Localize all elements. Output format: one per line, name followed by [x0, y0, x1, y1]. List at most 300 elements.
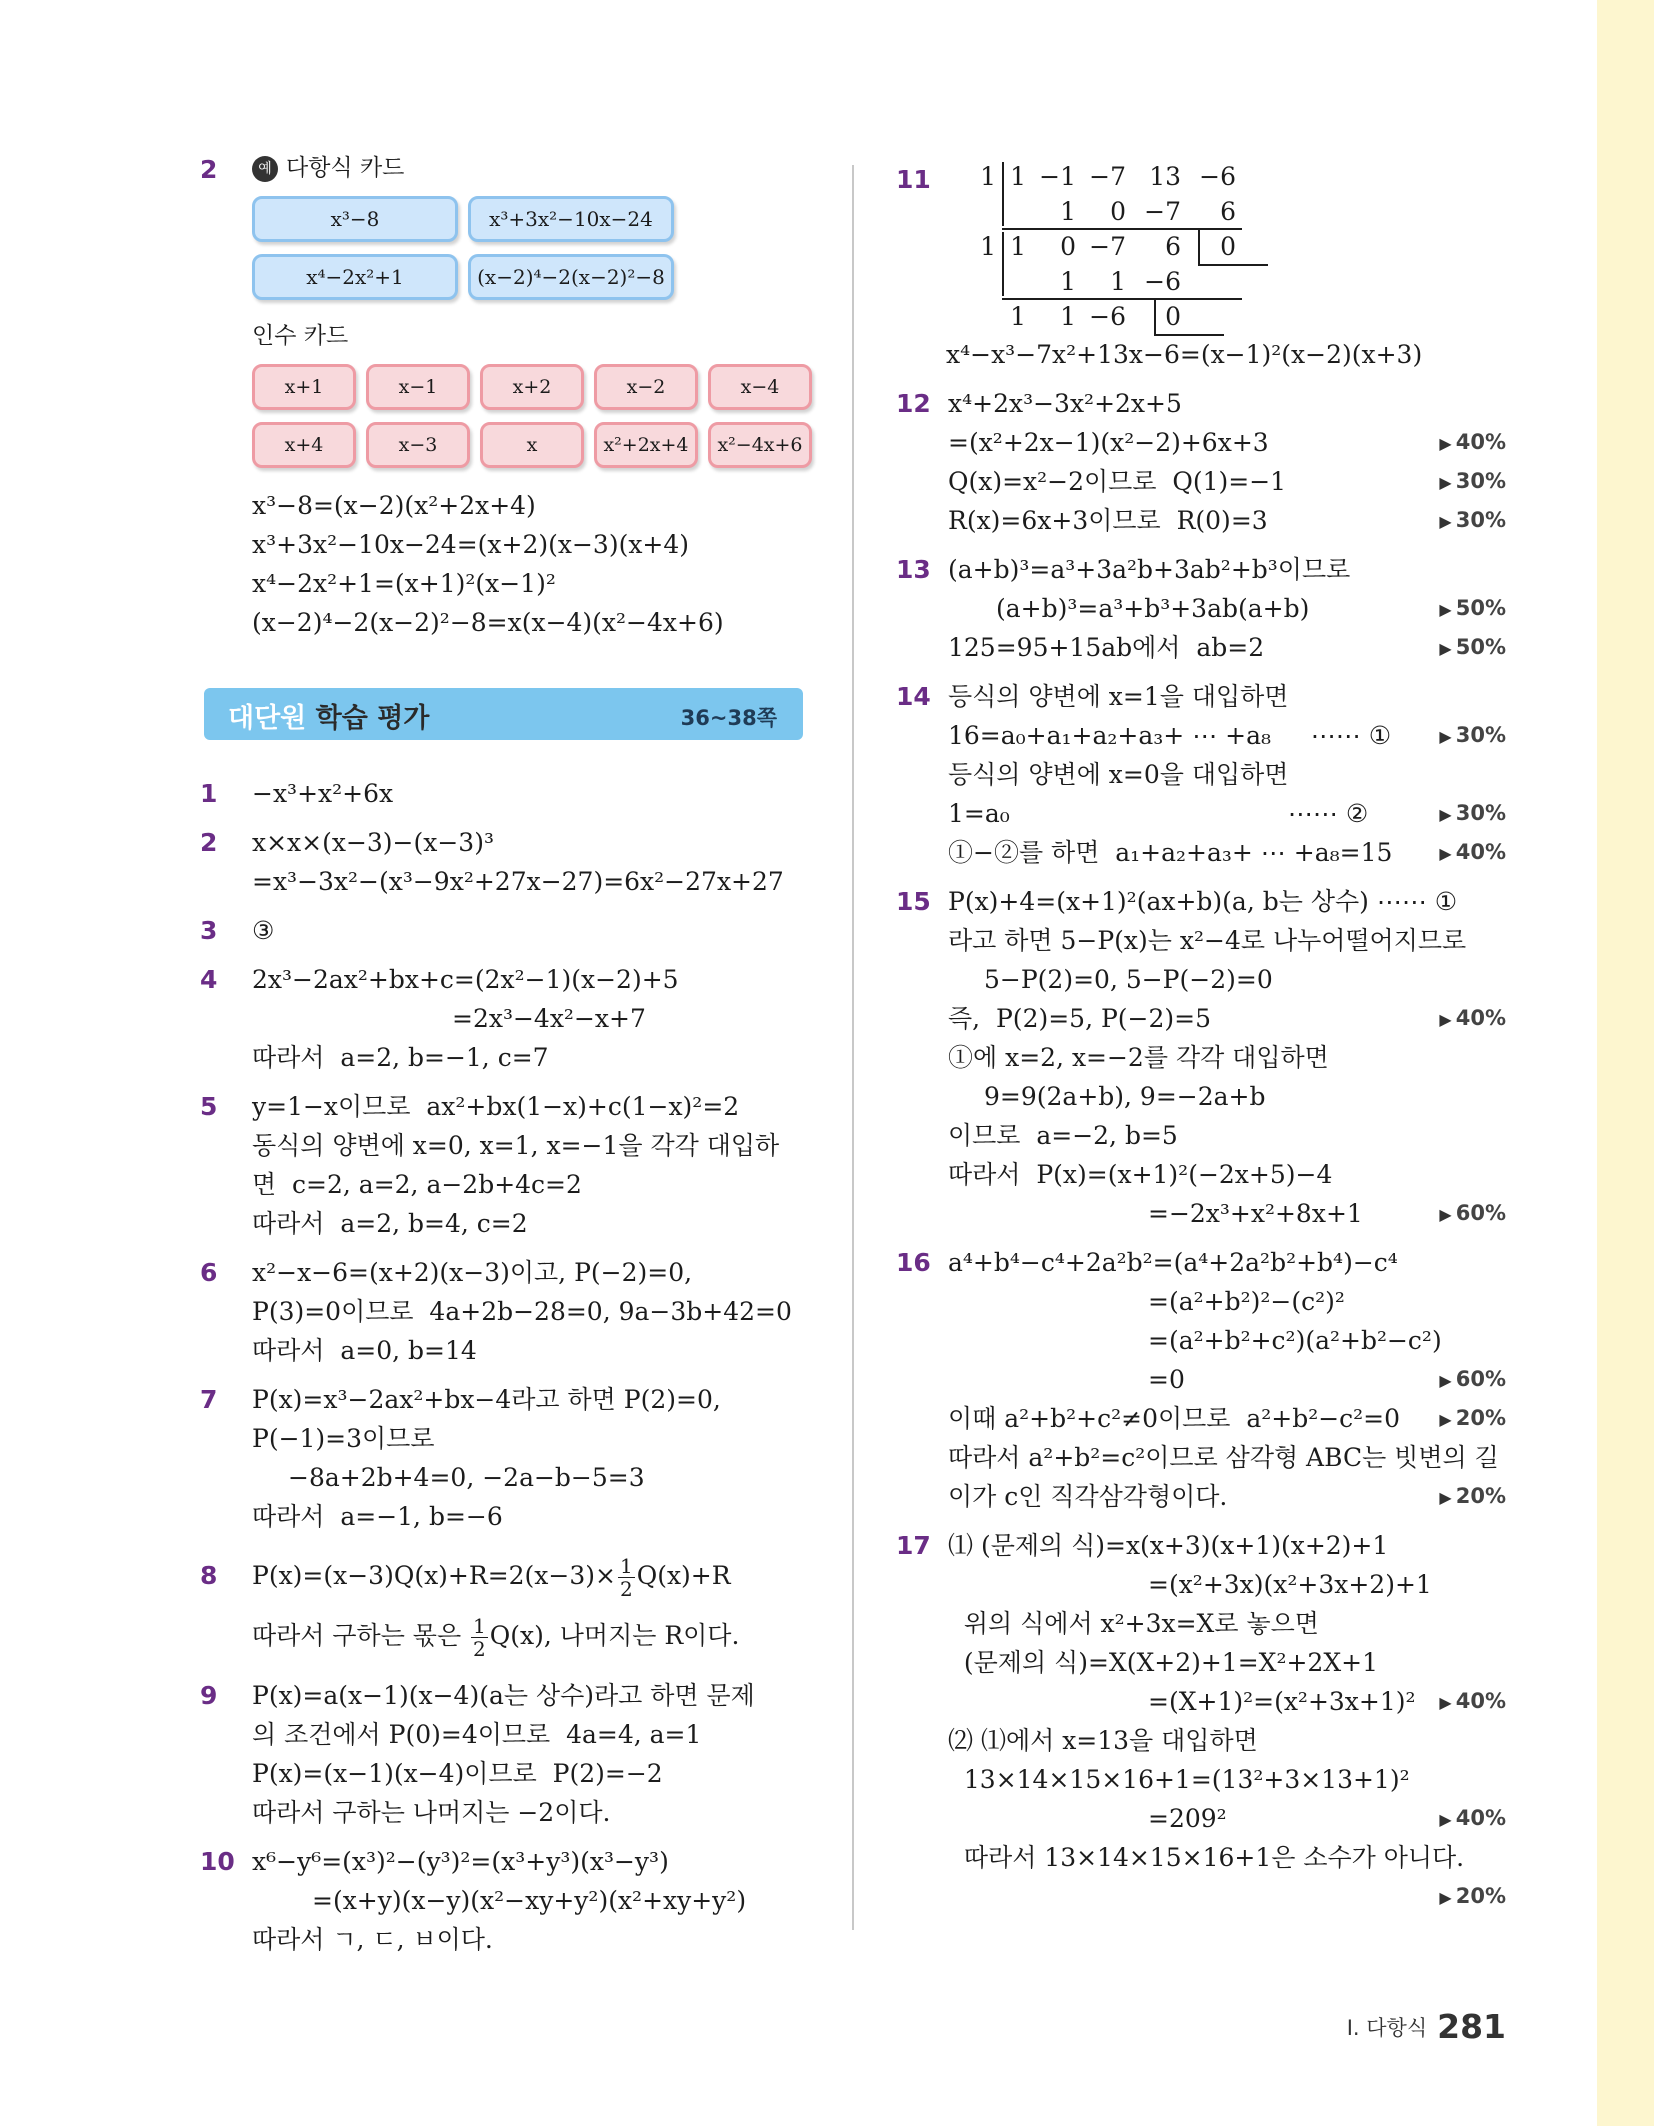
score-percent: [1439, 501, 1506, 541]
score-value: 30%: [1455, 801, 1506, 825]
triangle-icon: ▶: [1439, 473, 1452, 492]
answer-line: [948, 755, 1506, 794]
synthetic-division-table: [956, 160, 1316, 335]
answer-text: P(x)=x³−2ax²+bx−4라고 하면 P(2)=0,: [252, 1385, 721, 1414]
left-column: [200, 150, 820, 652]
poly-card-list: [252, 196, 820, 300]
triangle-icon: ▶: [1439, 600, 1452, 619]
text-part: Q(x)+R: [636, 1561, 731, 1590]
score-percent: [1439, 999, 1506, 1039]
score-value: 40%: [1455, 840, 1506, 864]
table-cell: 1: [1060, 197, 1076, 226]
answer-body: [252, 1842, 820, 1959]
answer-line: [252, 1419, 820, 1458]
numerator: 1: [473, 1614, 486, 1638]
score-percent: [1439, 1799, 1506, 1839]
column-divider: [852, 165, 854, 1930]
answer-item: [896, 384, 1506, 540]
section-banner: [204, 688, 803, 740]
answer-body: [252, 774, 820, 813]
answer-line: x³−8=(x−2)(x²+2x+4): [252, 491, 536, 520]
answer-line: [948, 1360, 1506, 1399]
item-number: 8: [200, 1561, 218, 1590]
answer-text: 16=a₀+a₁+a₂+a₃+ ⋯ +a₈ ⋯⋯ ①: [948, 721, 1392, 750]
table-cell: 1: [1060, 302, 1076, 331]
answer-text: 의 조건에서 P(0)=4이므로 4a=4, a=1: [252, 1720, 702, 1749]
answer-line: [948, 1438, 1506, 1477]
answer-text: 위의 식에서 x²+3x=X로 놓으면: [948, 1609, 1319, 1638]
triangle-icon: ▶: [1439, 1010, 1452, 1029]
answer-line: [948, 794, 1506, 833]
banner-pages: 36~38쪽: [680, 706, 777, 730]
triangle-icon: ▶: [1439, 512, 1452, 531]
score-percent: [1439, 1877, 1506, 1917]
answer-line: [948, 1116, 1506, 1155]
answer-item: [200, 1842, 820, 1959]
item-number: 10: [200, 1847, 235, 1876]
answer-line: [252, 1546, 820, 1606]
left-column-answers: [200, 774, 820, 1969]
denominator: 2: [619, 1577, 633, 1601]
answer-text: (문제의 식)=X(X+2)+1=X²+2X+1: [948, 1648, 1378, 1677]
answer-text: 면 c=2, a=2, a−2b+4c=2: [252, 1170, 582, 1199]
answer-line: [948, 1399, 1506, 1438]
answer-text: ⑴ (문제의 식)=x(x+3)(x+1)(x+2)+1: [948, 1531, 1389, 1560]
answer-line: [948, 882, 1506, 921]
item-number: 17: [896, 1531, 931, 1560]
table-cell: 1: [1010, 232, 1026, 261]
answer-text: x²−x−6=(x+2)(x−3)이고, P(−2)=0,: [252, 1258, 693, 1287]
answer-text: x⁴+2x³−3x²+2x+5: [948, 389, 1182, 418]
answer-text: y=1−x이므로 ax²+bx(1−x)+c(1−x)²=2: [252, 1092, 740, 1121]
answer-line: [948, 1721, 1506, 1760]
answer-line: [948, 1477, 1506, 1516]
answer-item: [200, 960, 820, 1077]
factor-card-list: [252, 364, 820, 468]
factor-card: x+1: [252, 364, 356, 410]
triangle-icon: ▶: [1439, 639, 1452, 658]
answer-text: ⑵ ⑴에서 x=13을 대입하면: [948, 1726, 1258, 1755]
banner-title-a: 대단원: [228, 703, 307, 734]
answer-line: [252, 960, 820, 999]
answer-line: [252, 1842, 820, 1881]
triangle-icon: ▶: [1439, 1205, 1452, 1224]
answer-line: [252, 1087, 820, 1126]
answer-line: [948, 1838, 1506, 1877]
poly-card: x⁴−2x²+1: [252, 254, 458, 300]
answer-line: [948, 960, 1506, 999]
answer-text: a⁴+b⁴−c⁴+2a²b²=(a⁴+2a²b²+b⁴)−c⁴: [948, 1248, 1398, 1277]
banner-title-b: 학습 평가: [315, 703, 430, 734]
item-number: 4: [200, 965, 218, 994]
answer-body: [948, 1243, 1506, 1516]
score-percent: [1439, 1194, 1506, 1234]
triangle-icon: ▶: [1439, 1693, 1452, 1712]
answer-line: [948, 423, 1506, 462]
text-part: P(x)=(x−3)Q(x)+R=2(x−3)×: [252, 1561, 616, 1590]
answer-text: 2x³−2ax²+bx+c=(2x²−1)(x−2)+5: [252, 965, 679, 994]
answer-text: =0: [1148, 1365, 1185, 1394]
answer-body: [948, 1526, 1506, 1908]
triangle-icon: ▶: [1439, 1888, 1452, 1907]
answer-text: =209²: [1148, 1804, 1227, 1833]
score-percent: [1439, 794, 1506, 834]
table-cell: 1: [1060, 267, 1076, 296]
item-number: 12: [896, 389, 931, 418]
answer-text: 이가 c인 직각삼각형이다.: [948, 1482, 1228, 1511]
answer-line: [252, 999, 820, 1038]
answer-text: =x³−3x²−(x³−9x²+27x−27)=6x²−27x+27: [252, 867, 784, 896]
triangle-icon: ▶: [1439, 805, 1452, 824]
numerator: 1: [619, 1554, 633, 1578]
answer-line: [948, 1321, 1506, 1360]
table-rule: [1198, 230, 1200, 264]
answer-line: [252, 1331, 820, 1370]
item-number: 5: [200, 1092, 218, 1121]
answer-line: [948, 1077, 1506, 1116]
answer-item: [896, 550, 1506, 667]
table-cell: −6: [1089, 302, 1126, 331]
answer-11-synthetic-division: [896, 160, 1506, 374]
example-badge: 예: [252, 156, 278, 182]
answer-line: [948, 1194, 1506, 1233]
answer-line: [252, 1253, 820, 1292]
score-value: 40%: [1455, 430, 1506, 454]
score-value: 20%: [1455, 1484, 1506, 1508]
answer-text: P(x)=a(x−1)(x−4)(a는 상수)라고 하면 문제: [252, 1681, 755, 1710]
score-value: 40%: [1455, 1689, 1506, 1713]
answer-text: P(x)+4=(x+1)²(ax+b)(a, b는 상수) ⋯⋯ ①: [948, 887, 1458, 916]
text-part: 따라서 구하는 몫은: [252, 1621, 470, 1650]
side-color-strip: [1597, 0, 1654, 2126]
item-number: 16: [896, 1248, 931, 1277]
answer-body: [948, 384, 1506, 540]
score-percent: [1439, 628, 1506, 668]
answer-text: x⁶−y⁶=(x³)²−(y³)²=(x³+y³)(x³−y³): [252, 1847, 669, 1876]
factor-card: x−2: [594, 364, 698, 410]
item-number: 1: [200, 779, 218, 808]
triangle-icon: ▶: [1439, 1410, 1452, 1429]
answer-text: 따라서 a=−1, b=−6: [252, 1502, 503, 1531]
table-cell: 13: [1149, 162, 1181, 191]
answer-line: [252, 1920, 820, 1959]
answer-text: Q(x)=x²−2이므로 Q(1)=−1: [948, 467, 1287, 496]
table-cell: −6: [1144, 267, 1181, 296]
right-column: [896, 160, 1506, 1908]
answer-text: 동식의 양변에 x=0, x=1, x=−1을 각각 대입하: [252, 1131, 780, 1160]
answer-line: [252, 1676, 820, 1715]
answer-body: [252, 1253, 820, 1370]
answer-line: [252, 1380, 820, 1419]
score-percent: [1439, 1682, 1506, 1722]
answer-line: [252, 823, 820, 862]
answer-text: 따라서 a=2, b=−1, c=7: [252, 1043, 549, 1072]
text-part: Q(x), 나머지는 R이다.: [489, 1621, 740, 1650]
answer-text: =(X+1)²=(x²+3x+1)²: [1148, 1687, 1416, 1716]
answer-line: x³+3x²−10x−24=(x+2)(x−3)(x+4): [252, 530, 690, 559]
item-number: 13: [896, 555, 931, 584]
triangle-icon: ▶: [1439, 1371, 1452, 1390]
answer-body: [948, 882, 1506, 1233]
answer-text: 따라서 P(x)=(x+1)²(−2x+5)−4: [948, 1160, 1333, 1189]
answer-line: [252, 1204, 820, 1243]
poly-card: (x−2)⁴−2(x−2)²−8: [468, 254, 674, 300]
table-rule: [1002, 162, 1004, 226]
answer-text: =(x²+2x−1)(x²−2)+6x+3: [948, 428, 1269, 457]
answer-line: [948, 999, 1506, 1038]
answer-line: [948, 550, 1506, 589]
answer-line: [252, 1881, 820, 1920]
score-value: 20%: [1455, 1884, 1506, 1908]
table-rule: [1154, 300, 1156, 334]
answer-text: ①에 x=2, x=−2를 각각 대입하면: [948, 1043, 1329, 1072]
answer-text: −8a+2b+4=0, −2a−b−5=3: [288, 1463, 645, 1492]
answer-text: (a+b)³=a³+b³+3ab(a+b): [996, 594, 1310, 623]
answer-item: [200, 774, 820, 813]
table-cell: 1: [980, 162, 996, 191]
answer-line: [252, 1038, 820, 1077]
item-number: 7: [200, 1385, 218, 1414]
answer-line: [252, 1292, 820, 1331]
answer-line: (x−2)⁴−2(x−2)²−8=x(x−4)(x²−4x+6): [252, 608, 724, 637]
poly-card-title: 다항식 카드: [286, 155, 405, 181]
score-value: 30%: [1455, 469, 1506, 493]
table-rule: [1002, 228, 1242, 230]
answer-line: [948, 1038, 1506, 1077]
answer-text: 따라서 a²+b²=c²이므로 삼각형 ABC는 빗변의 길: [948, 1443, 1499, 1472]
answer-text: ①−②를 하면 a₁+a₂+a₃+ ⋯ +a₈=15: [948, 838, 1393, 867]
answer-line: [252, 1458, 820, 1497]
answer-text: =(x+y)(x−y)(x²−xy+y²)(x²+xy+y²): [312, 1886, 747, 1915]
answer-line: [252, 1165, 820, 1204]
answer-text: x×x×(x−3)−(x−3)³: [252, 828, 494, 857]
item-number: 14: [896, 682, 931, 711]
factor-card: x−3: [366, 422, 470, 468]
item-number: 3: [200, 916, 218, 945]
answer-line: [252, 1126, 820, 1165]
answer-line: [948, 384, 1506, 423]
answer-text: R(x)=6x+3이므로 R(0)=3: [948, 506, 1268, 535]
answer-item: [200, 1087, 820, 1243]
chapter-label: Ⅰ. 다항식: [1346, 2015, 1428, 2040]
answer-body: [252, 1676, 820, 1832]
answer-item: [200, 1253, 820, 1370]
triangle-icon: ▶: [1439, 844, 1452, 863]
score-value: 20%: [1455, 1406, 1506, 1430]
score-percent: [1439, 716, 1506, 756]
poly-card: x³−8: [252, 196, 458, 242]
answer-body: [948, 550, 1506, 667]
answer-line: [252, 1793, 820, 1832]
score-percent: [1439, 462, 1506, 502]
score-value: 60%: [1455, 1367, 1506, 1391]
answer-line: [948, 501, 1506, 540]
item-number: 2: [200, 155, 218, 184]
table-cell: −7: [1144, 197, 1181, 226]
table-cell: −1: [1039, 162, 1076, 191]
answer-body: [948, 677, 1506, 872]
answer-text: P(x)=(x−1)(x−4)이므로 P(2)=−2: [252, 1759, 663, 1788]
answer-text: =(a²+b²+c²)(a²+b²−c²): [1148, 1326, 1442, 1355]
table-cell: 0: [1165, 302, 1181, 331]
answer-text: =−2x³+x²+8x+1: [1148, 1199, 1363, 1228]
denominator: 2: [473, 1637, 486, 1661]
item-number: 6: [200, 1258, 218, 1287]
score-value: 50%: [1455, 596, 1506, 620]
factor-card: x²−4x+6: [708, 422, 812, 468]
factor-card: x−4: [708, 364, 812, 410]
answer-body: [252, 960, 820, 1077]
answer-text: =(x²+3x)(x²+3x+2)+1: [1148, 1570, 1432, 1599]
answer-line: [948, 833, 1506, 872]
answer-line: [252, 1715, 820, 1754]
answer-text: 따라서 a=0, b=14: [252, 1336, 477, 1365]
page-footer: [1347, 2007, 1506, 2046]
answer-text: −x³+x²+6x: [252, 779, 394, 808]
answer-text: 이므로 a=−2, b=5: [948, 1121, 1178, 1150]
answer-item: [200, 1380, 820, 1536]
answer-item: [200, 823, 820, 901]
poly-card: x³+3x²−10x−24: [468, 196, 674, 242]
answer-text: 즉, P(2)=5, P(−2)=5: [948, 1004, 1212, 1033]
answer-item: [200, 1546, 820, 1666]
answer-item: [896, 677, 1506, 872]
score-percent: [1439, 1399, 1506, 1439]
answer-text: 13×14×15×16+1=(13²+3×13+1)²: [948, 1765, 1410, 1794]
answer-line: [252, 862, 820, 901]
answer-text: 이때 a²+b²+c²≠0이므로 a²+b²−c²=0: [948, 1404, 1401, 1433]
answer-line: [252, 774, 820, 813]
page-number: 281: [1437, 2007, 1506, 2046]
answer-line: [252, 1606, 820, 1666]
table-cell: 0: [1060, 232, 1076, 261]
answer-body: [252, 1380, 820, 1536]
answer-line: [948, 1799, 1506, 1838]
score-value: 40%: [1455, 1006, 1506, 1030]
triangle-icon: ▶: [1439, 1810, 1452, 1829]
answer-line: [948, 589, 1506, 628]
score-value: 30%: [1455, 723, 1506, 747]
factorization-lines: [252, 486, 820, 642]
answer-line: [252, 911, 820, 950]
answer-text: ③: [252, 916, 275, 945]
fraction: [618, 1555, 635, 1600]
answer-text: 라고 하면 5−P(x)는 x²−4로 나누어떨어지므로: [948, 926, 1467, 955]
answer-text: 등식의 양변에 x=1을 대입하면: [948, 682, 1289, 711]
answer-text: (a+b)³=a³+3a²b+3ab²+b³이므로: [948, 555, 1351, 584]
table-cell: 6: [1220, 197, 1236, 226]
answer-text: P(3)=0이므로 4a+2b−28=0, 9a−3b+42=0: [252, 1297, 792, 1326]
answer-line: [948, 1643, 1506, 1682]
table-rule: [1198, 264, 1268, 266]
answer-line: x⁴−x³−7x²+13x−6=(x−1)²(x−2)(x+3): [946, 340, 1423, 369]
answer-line: [948, 1565, 1506, 1604]
table-cell: 1: [980, 232, 996, 261]
answer-text: 9=9(2a+b), 9=−2a+b: [984, 1082, 1266, 1111]
triangle-icon: ▶: [1439, 1488, 1452, 1507]
answer-text: 등식의 양변에 x=0을 대입하면: [948, 760, 1289, 789]
answer-2-cards: [200, 150, 820, 642]
answer-line: [948, 716, 1506, 755]
answer-text: 따라서 13×14×15×16+1은 소수가 아니다.: [948, 1843, 1465, 1872]
answer-line: [948, 462, 1506, 501]
answer-line: [252, 1754, 820, 1793]
score-value: 30%: [1455, 508, 1506, 532]
score-value: 40%: [1455, 1806, 1506, 1830]
factor-card: x−1: [366, 364, 470, 410]
answer-text: =2x³−4x²−x+7: [452, 1004, 646, 1033]
answer-text: 5−P(2)=0, 5−P(−2)=0: [984, 965, 1273, 994]
answer-text: 1=a₀ ⋯⋯ ②: [948, 799, 1369, 828]
table-cell: 6: [1165, 232, 1181, 261]
answer-line: [252, 1497, 820, 1536]
factor-card: x+4: [252, 422, 356, 468]
answer-line: [948, 1282, 1506, 1321]
answer-item: [200, 911, 820, 950]
score-percent: [1439, 833, 1506, 873]
score-percent: [1439, 423, 1506, 463]
answer-line: [948, 1243, 1506, 1282]
table-cell: −7: [1089, 162, 1126, 191]
fraction: [471, 1615, 488, 1660]
table-cell: 0: [1110, 197, 1126, 226]
factor-card: x: [480, 422, 584, 468]
triangle-icon: ▶: [1439, 434, 1452, 453]
answer-line: x⁴−2x²+1=(x+1)²(x−1)²: [252, 569, 556, 598]
factor-card: x²+2x+4: [594, 422, 698, 468]
table-cell: −6: [1199, 162, 1236, 191]
score-value: 50%: [1455, 635, 1506, 659]
answer-line: [948, 1760, 1506, 1799]
answer-text: 따라서 구하는 나머지는 −2이다.: [252, 1798, 611, 1827]
answer-text: 따라서 ㄱ, ㄷ, ㅂ이다.: [252, 1925, 493, 1954]
table-cell: −7: [1089, 232, 1126, 261]
score-percent: [1439, 589, 1506, 629]
answer-body: [252, 1087, 820, 1243]
answer-item: [896, 882, 1506, 1233]
answer-body: [252, 823, 820, 901]
answer-item: [200, 1676, 820, 1832]
table-cell: 1: [1010, 162, 1026, 191]
answer-body: [252, 911, 820, 950]
item-number: 15: [896, 887, 931, 916]
table-rule: [1002, 298, 1242, 300]
item-number: 9: [200, 1681, 218, 1710]
answer-item: [896, 1526, 1506, 1908]
score-value: 60%: [1455, 1201, 1506, 1225]
factor-card-title: 인수 카드: [252, 323, 349, 349]
answer-item: [896, 1243, 1506, 1516]
item-number: 2: [200, 828, 218, 857]
answer-line: [948, 1155, 1506, 1194]
answer-line: [948, 1604, 1506, 1643]
score-percent: [1439, 1360, 1506, 1400]
table-cell: 1: [1010, 302, 1026, 331]
answer-line: [948, 921, 1506, 960]
answer-line: [948, 628, 1506, 667]
answer-text: 따라서 a=2, b=4, c=2: [252, 1209, 528, 1238]
poly-card-header: [252, 150, 820, 186]
answer-text: P(−1)=3이므로: [252, 1424, 435, 1453]
triangle-icon: ▶: [1439, 727, 1452, 746]
answer-text: =(a²+b²)²−(c²)²: [1148, 1287, 1345, 1316]
score-percent: [1439, 1477, 1506, 1517]
answer-line: [948, 1682, 1506, 1721]
answer-text: 125=95+15ab에서 ab=2: [948, 633, 1265, 662]
factor-card: x+2: [480, 364, 584, 410]
table-cell: 0: [1220, 232, 1236, 261]
answer-line: [948, 677, 1506, 716]
